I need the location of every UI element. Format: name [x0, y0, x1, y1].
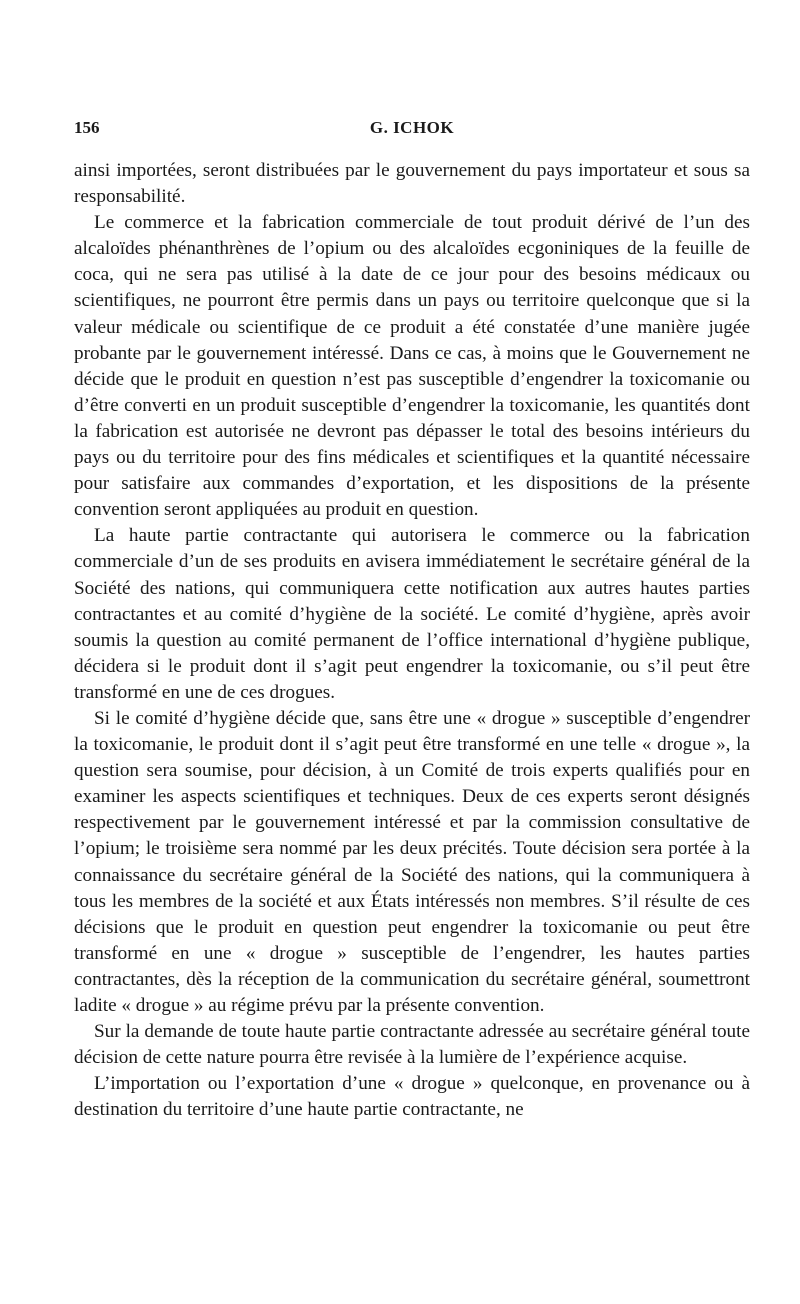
body-text	[74, 158, 750, 1123]
running-head-author: G. ICHOK	[369, 118, 455, 137]
running-head	[74, 118, 750, 144]
document-page	[74, 118, 750, 1123]
page-number: 156	[74, 118, 100, 137]
paragraph-3: La haute partie contractante qui autorisera le commerce ou la fabrication commerciale d’un de ses produits en avisera immédiatement le secrétaire général de la Société des nations, qui communiquera cette notification aux autres hautes parties contractantes et au comité d’hygiène de la société. Le comité d’hygiène, après avoir soumis la question au comité permanent de l’office international d’hygiène publique, décidera si le produit dont il s’agit peut engendrer la toxicomanie, ou s’il peut être transformé en une de ces drogues.	[74, 525, 750, 703]
paragraph-1: ainsi importées, seront distribuées par le gouvernement du pays importateur et sous sa responsabilité.	[74, 160, 750, 208]
paragraph-5: Sur la demande de toute haute partie contractante adressée au secrétaire général toute décision de cette nature pourra être revisée à la lumière de l’expérience acquise.	[74, 1021, 750, 1069]
paragraph-2: Le commerce et la fabrication commerciale de tout produit dérivé de l’un des alcaloïdes phénanthrènes de l’opium ou des alcaloïdes ecgoniniques de la feuille de coca, qui ne sera pas utilisé à la date de ce jour pour des besoins médicaux ou scientifiques, ne pourront être permis dans un pays ou territoire quelconque que si la valeur médicale ou scientifique de ce produit a été constatée d’une manière jugée probante par le gouvernement intéressé. Dans ce cas, à moins que le Gouvernement ne décide que le produit en question n’est pas susceptible d’engendrer la toxicomanie ou d’être converti en un produit susceptible d’engendrer la toxicomanie, les quantités dont la fabrication est autorisée ne devront pas dépasser le total des besoins intérieurs du pays ou du territoire pour des fins médicales et scientifiques et la quantité nécessaire pour satisfaire aux commandes d’exportation, et les dispositions de la présente convention seront appliquées au produit en question.	[74, 212, 750, 521]
paragraph-4: Si le comité d’hygiène décide que, sans être une « drogue » susceptible d’engendrer la toxicomanie, le produit dont il s’agit peut être transformé en une telle « drogue », la question sera soumise, pour décision, à un Comité de trois experts qualifiés pour en examiner les aspects scientifiques et techniques. Deux de ces experts seront désignés respectivement par le gouvernement intéressé et par la commission consultative de l’opium; le troisième sera nommé par les deux précités. Toute décision sera portée à la connaissance du secrétaire général de la Société des nations, qui la communiquera à tous les membres de la société et aux États intéressés non membres. S’il résulte de ces décisions que le produit en question peut engendrer la toxicomanie ou peut être transformé en une « drogue » susceptible de l’engendrer, les hautes parties contractantes, dès la réception de la communication du secrétaire général, soumettront ladite « drogue » au régime prévu par la présente convention.	[74, 707, 750, 1016]
paragraph-6: L’importation ou l’exportation d’une « drogue » quelconque, en provenance ou à destination du territoire d’une haute partie contractante, ne	[74, 1073, 750, 1121]
